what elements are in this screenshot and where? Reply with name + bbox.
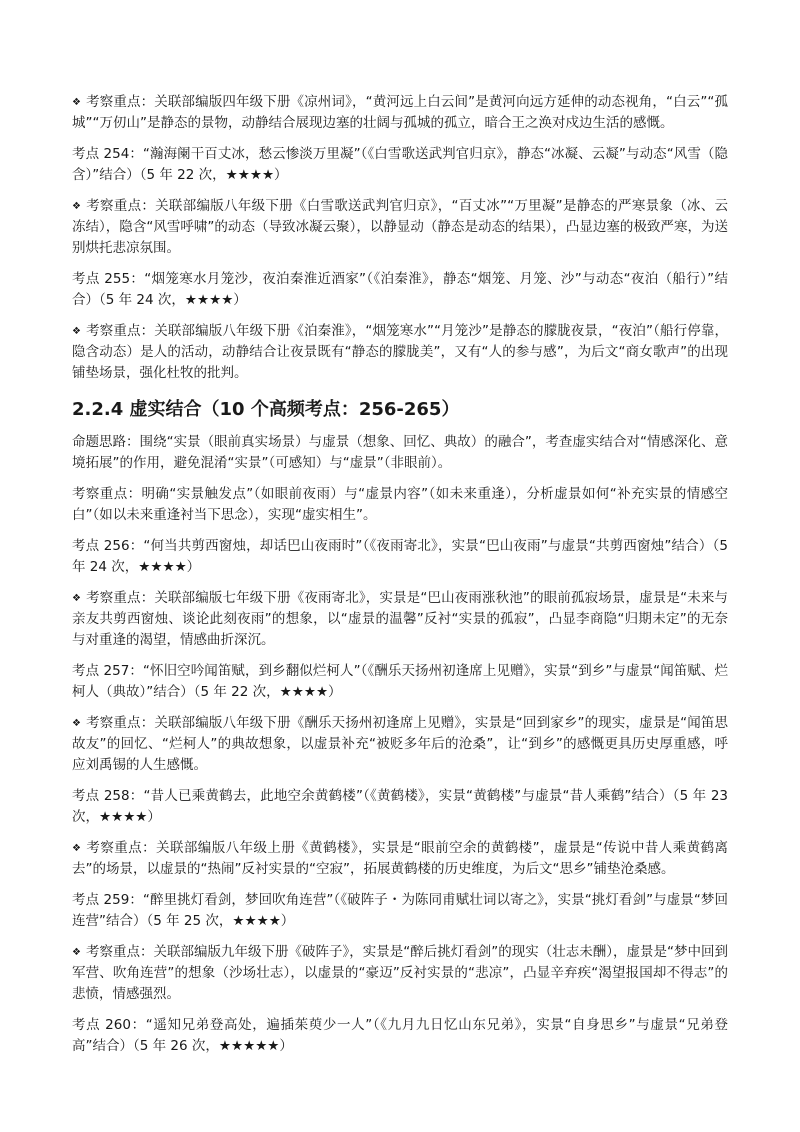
paragraph-text: 考点 259：“醉里挑灯看剑，梦回吹角连营”（《破阵子・为陈同甫赋壮词以寄之》，实景“挑灯看剑”与虚景“梦回连营”结合）（5 年 25 次，★★★★）	[72, 892, 728, 929]
paragraph-text: 考察重点：关联部编版八年级下册《酬乐天扬州初逢席上见赠》，实景是“回到家乡”的现实，虚景是“闻笛思故友”的回忆、“烂柯人”的典故想象，以虚景补充“被贬多年后的沧桑”，让“到乡”的感慨更具历史厚重感，呼应刘禹锡的人生感慨。	[72, 715, 728, 773]
bullet-paragraph	[72, 196, 728, 259]
section-heading: 2.2.4 虚实结合（10 个高频考点：256-265）	[72, 399, 460, 420]
diamond-bullet-icon: ❖	[72, 718, 81, 729]
exam-point-paragraph	[72, 661, 728, 703]
exam-point-paragraph	[72, 786, 728, 828]
bullet-paragraph	[72, 92, 728, 134]
bullet-paragraph	[72, 713, 728, 776]
paragraph-text: 考察重点：明确“实景触发点”（如眼前夜雨）与“虚景内容”（如未来重逢），分析虚景如何“补充实景的情感空白”（如以未来重逢衬当下思念），实现“虚实相生”。	[72, 486, 728, 523]
exam-point-paragraph	[72, 536, 728, 578]
paragraph-text: 考察重点：关联部编版七年级下册《夜雨寄北》，实景是“巴山夜雨涨秋池”的眼前孤寂场景，虚景是“未来与亲友共剪西窗烛、谈论此刻夜雨”的想象，以“虚景的温馨”反衬“实景的孤寂”，凸显李商隐“归期未定”的无奈与对重逢的渴望，情感曲折深沉。	[72, 590, 728, 648]
exam-point-paragraph	[72, 1015, 728, 1057]
diamond-bullet-icon: ❖	[72, 843, 81, 854]
paragraph-text: 考察重点：关联部编版八年级下册《泊秦淮》，“烟笼寒水”“月笼沙”是静态的朦胧夜景，“夜泊”（船行停靠，隐含动态）是人的活动，动静结合让夜景既有“静态的朦胧美”，又有“人的参与感”，为后文“商女歌声”的出现铺垫场景，强化杜牧的批判。	[72, 323, 728, 381]
diamond-bullet-icon: ❖	[72, 201, 81, 212]
paragraph-text: 考察重点：关联部编版八年级上册《黄鹤楼》，实景是“眼前空余的黄鹤楼”，虚景是“传说中昔人乘黄鹤离去”的场景，以虚景的“热闹”反衬实景的“空寂”，拓展黄鹤楼的历史维度，为后文“思乡”铺垫沧桑感。	[72, 840, 728, 877]
diamond-bullet-icon: ❖	[72, 326, 81, 337]
paragraph-text: 命题思路：围绕“实景（眼前真实场景）与虚景（想象、回忆、典故）的融合”，考查虚实结合对“情感深化、意境拓展”的作用，避免混淆“实景”（可感知）与“虚景”（非眼前）。	[72, 434, 728, 471]
bullet-paragraph	[72, 942, 728, 1005]
paragraph-text: 考点 256：“何当共剪西窗烛，却话巴山夜雨时”（《夜雨寄北》，实景“巴山夜雨”与虚景“共剪西窗烛”结合）（5 年 24 次，★★★★）	[72, 538, 728, 575]
bullet-paragraph	[72, 588, 728, 651]
exam-point-paragraph	[72, 890, 728, 932]
paragraph-text: 考点 257：“怀旧空吟闻笛赋，到乡翻似烂柯人”（《酬乐天扬州初逢席上见赠》，实景“到乡”与虚景“闻笛赋、烂柯人（典故）”结合）（5 年 22 次，★★★★）	[72, 663, 728, 700]
paragraph-text: 考点 254：“瀚海阑干百丈冰，愁云惨淡万里凝”（《白雪歌送武判官归京》，静态“冰凝、云凝”与动态“风雪（隐含）”结合）（5 年 22 次，★★★★）	[72, 146, 728, 183]
paragraph-text: 考察重点：关联部编版四年级下册《凉州词》，“黄河远上白云间”是黄河向远方延伸的动态视角，“白云”“孤城”“万仞山”是静态的景物，动静结合展现边塞的壮阔与孤城的孤立，暗合王之涣对戍边生活的感慨。	[72, 94, 728, 131]
diamond-bullet-icon: ❖	[72, 593, 81, 604]
paragraph-text: 考点 255：“烟笼寒水月笼沙，夜泊秦淮近酒家”（《泊秦淮》，静态“烟笼、月笼、沙”与动态“夜泊（船行）”结合）（5 年 24 次，★★★★）	[72, 271, 728, 308]
paragraph-text: 考察重点：关联部编版八年级下册《白雪歌送武判官归京》，“百丈冰”“万里凝”是静态的严寒景象（冰、云冻结），隐含“风雪呼啸”的动态（导致冰凝云聚），以静显动（静态是动态的结果），凸显边塞的极致严寒，为送别烘托悲凉氛围。	[72, 198, 728, 256]
paragraph-text: 考察重点：关联部编版九年级下册《破阵子》，实景是“醉后挑灯看剑”的现实（壮志未酬），虚景是“梦中回到军营、吹角连营”的想象（沙场壮志），以虚景的“豪迈”反衬实景的“悲凉”，凸显辛弃疾“渴望报国却不得志”的悲愤，情感强烈。	[72, 944, 728, 1002]
exam-point-paragraph	[72, 432, 728, 474]
exam-point-paragraph	[72, 269, 728, 311]
exam-point-paragraph	[72, 484, 728, 526]
bullet-paragraph	[72, 838, 728, 880]
paragraph-text: 考点 258：“昔人已乘黄鹤去，此地空余黄鹤楼”（《黄鹤楼》，实景“黄鹤楼”与虚景“昔人乘鹤”结合）（5 年 23 次，★★★★）	[72, 788, 728, 825]
exam-point-paragraph	[72, 144, 728, 186]
diamond-bullet-icon: ❖	[72, 947, 81, 958]
diamond-bullet-icon: ❖	[72, 97, 81, 108]
paragraph-text: 考点 260：“遥知兄弟登高处，遍插茱萸少一人”（《九月九日忆山东兄弟》，实景“自身思乡”与虚景“兄弟登高”结合）（5 年 26 次，★★★★★）	[72, 1017, 728, 1054]
bullet-paragraph	[72, 321, 728, 384]
